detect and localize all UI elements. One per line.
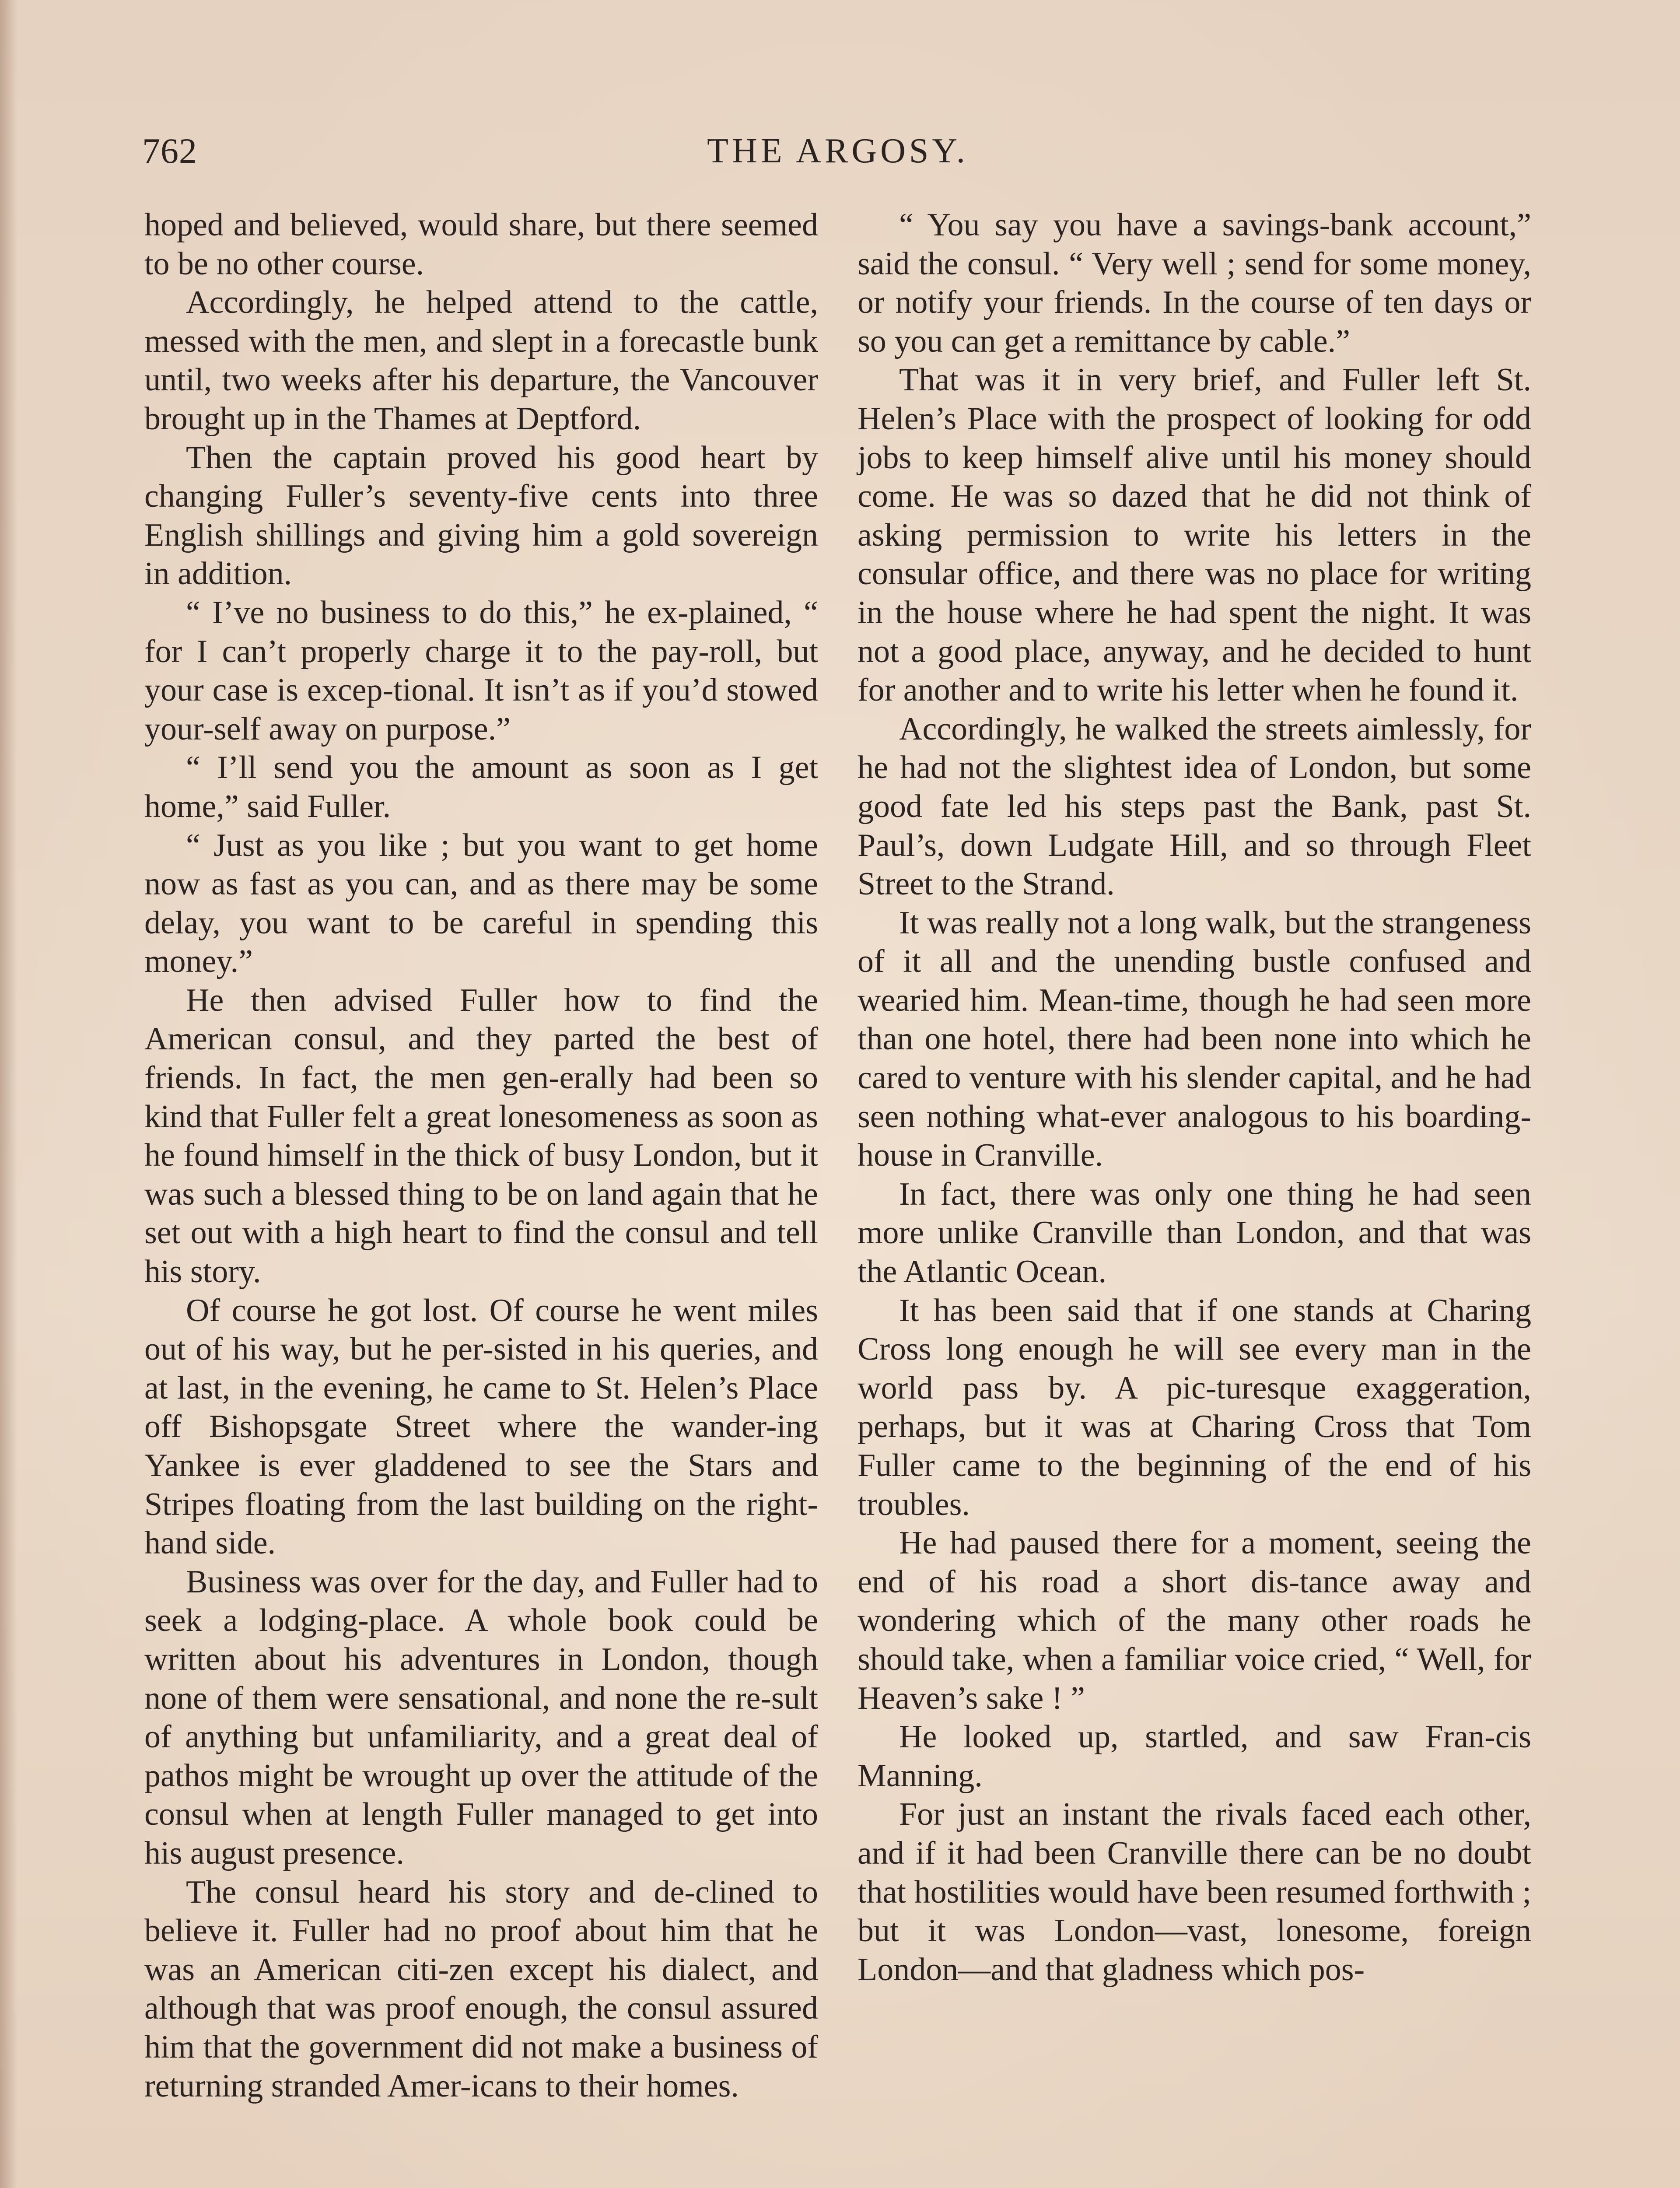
paragraph: “ You say you have a savings-bank account,” said the consul. “ Very well ; send for some money, or notify your friends. In the course of ten days or so you can get a remittance by cable.” <box>858 207 1531 359</box>
paragraph: “ Just as you like ; but you want to get home now as fast as you can, and as there may be some delay, you want to be careful in spending this money.” <box>144 827 818 980</box>
paragraph: He then advised Fuller how to find the American consul, and they parted the best of friends. In fact, the men gen-erally had been so kind that Fuller felt a great lonesomeness as soon as he found himself in the thick of busy London, but it was such a blessed thing to be on land again that he set out with a high heart to find the consul and tell his story. <box>144 982 818 1290</box>
paragraph: hoped and believed, would share, but there seemed to be no other course. <box>144 207 818 282</box>
paragraph: He looked up, startled, and saw Fran-cis Manning. <box>858 1719 1531 1794</box>
paragraph: Accordingly, he helped attend to the cattle, messed with the men, and slept in a forecastle bunk until, two weeks after his departure, the Vancouver brought up in the Thames at Deptford. <box>144 284 818 437</box>
paragraph: That was it in very brief, and Fuller left St. Helen’s Place with the prospect of looking for odd jobs to keep himself alive until his money should come. He was so dazed that he did not think of asking permission to write his letters in the consular office, and there was no place for writing in the house where he had spent the night. It was not a good place, anyway, and he decided to hunt for another and to write his letter when he found it. <box>858 362 1531 708</box>
page-number: 762 <box>142 131 197 171</box>
paragraph: It has been said that if one stands at Charing Cross long enough he will see every man in the world pass by. A pic-turesque exaggeration, perhaps, but it was at Charing Cross that Tom Fuller came to the beginning of the end of his troubles. <box>858 1292 1531 1522</box>
paragraph: For just an instant the rivals faced each other, and if it had been Cranville there can be no doubt that hostilities would have been resumed forthwith ; but it was London—vast, lonesome, foreign London—and that gladness which pos- <box>858 1796 1531 1988</box>
paragraph: The consul heard his story and de-clined to believe it. Fuller had no proof about him that he was an American citi-zen except his dialect, and although that was proof enough, the consul assured him that the government did not make a business of returning stranded Amer-icans to their homes. <box>144 1874 818 2104</box>
paragraph: Of course he got lost. Of course he went miles out of his way, but he per-sisted in his queries, and at last, in the evening, he came to St. Helen’s Place off Bishopsgate Street where the wander-ing Yankee is ever gladdened to see the Stars and Stripes floating from the last building on the right-hand side. <box>144 1292 818 1561</box>
page-edge-shadow <box>0 0 18 2188</box>
right-column <box>858 206 1531 1989</box>
page-header <box>142 127 1533 175</box>
paragraph: Business was over for the day, and Fuller had to seek a lodging-place. A whole book could be written about his adventures in London, though none of them were sensational, and none the re-sult of anything but unfamiliarity, and a great deal of pathos might be wrought up over the attitude of the consul when at length Fuller managed to get into his august presence. <box>144 1564 818 1871</box>
running-head: THE ARGOSY. <box>707 132 969 170</box>
paragraph: He had paused there for a moment, seeing the end of his road a short dis-tance away and wondering which of the many other roads he should take, when a familiar voice cried, “ Well, for Heaven’s sake ! ” <box>858 1525 1531 1716</box>
paragraph: Accordingly, he walked the streets aimlessly, for he had not the slightest idea of London, but some good fate led his steps past the Bank, past St. Paul’s, down Ludgate Hill, and so through Fleet Street to the Strand. <box>858 711 1531 902</box>
left-column <box>144 206 818 2105</box>
paragraph: It was really not a long walk, but the strangeness of it all and the unending bustle confused and wearied him. Mean-time, though he had seen more than one hotel, there had been none into which he cared to venture with his slender capital, and he had seen nothing what-ever analogous to his boarding-house in Cranville. <box>858 905 1531 1174</box>
paragraph: “ I’ll send you the amount as soon as I get home,” said Fuller. <box>144 750 818 824</box>
paragraph: In fact, there was only one thing he had seen more unlike Cranville than London, and that was the Atlantic Ocean. <box>858 1176 1531 1290</box>
paragraph: Then the captain proved his good heart by changing Fuller’s seventy-five cents into three English shillings and giving him a gold sovereign in addition. <box>144 439 818 592</box>
paragraph: “ I’ve no business to do this,” he ex-plained, “ for I can’t properly charge it to the pay-roll, but your case is excep-tional. It isn’t as if you’d stowed your-self away on purpose.” <box>144 594 818 747</box>
